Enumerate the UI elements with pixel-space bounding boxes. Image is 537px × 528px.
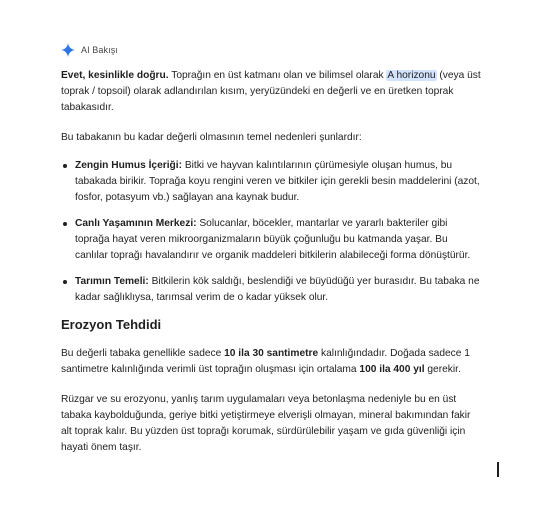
intro-bold: Evet, kesinlikle doğru. — [61, 70, 169, 81]
thickness-paragraph — [61, 346, 481, 378]
ai-overview-title: AI Bakışı — [81, 45, 118, 55]
highlighted-term[interactable]: A horizonu — [387, 70, 436, 81]
list-item-title: Tarımın Temeli: — [75, 276, 149, 287]
thickness-range: 10 ila 30 santimetre — [224, 348, 319, 359]
formation-years: 100 ila 400 yıl — [359, 364, 425, 375]
sparkle-icon — [61, 43, 75, 57]
lead-paragraph: Bu tabakanın bu kadar değerli olmasının temel nedenleri şunlardır: — [61, 132, 362, 143]
section-heading: Erozyon Tehdidi — [61, 317, 162, 332]
bullet-dot — [63, 222, 67, 226]
bullet-dot — [63, 164, 67, 168]
list-item-text: Solucanlar, böcekler, mantarlar ve yararlı bakteriler gibi toprağa hayat veren mikroorganizmaların büyük çoğunluğu bu katmanda yaşar. Bu canlılar toprağı havalandırır ve organik maddeleri bitkilerin alabileceği forma dönüştürür. — [75, 218, 471, 261]
intro-text-2: (veya üst toprak / topsoil) olarak adlandırılan kısım, yeryüzündeki en değerli ve en üretken toprak tabakasıdır. — [61, 70, 481, 113]
list-item-title: Canlı Yaşamının Merkezi: — [75, 218, 197, 229]
list-item — [61, 158, 481, 206]
intro-text-1: Toprağın en üst katmanı olan ve bilimsel olarak — [168, 70, 387, 81]
list-item — [61, 274, 481, 306]
list-item-text: Bitki ve hayvan kalıntılarının çürümesiyle oluşan humus, bu tabakada birikir. Toprağa koyu rengini veren ve bitkiler için gerekli besin maddelerini (azot, fosfor, potasyum vb.) sağlayan ana kaynak budur. — [75, 160, 480, 203]
thickness-text-e: gerekir. — [424, 364, 461, 375]
ai-overview-header — [61, 43, 118, 57]
reasons-list — [61, 158, 481, 306]
intro-paragraph — [61, 68, 481, 116]
list-item-title: Zengin Humus İçeriği: — [75, 160, 182, 171]
thickness-text-c: kalınlığındadır. Doğada sadece 1 santimetre kalınlığında verimli üst toprağın oluşması için ortalama — [61, 348, 470, 375]
thickness-text-a: Bu değerli tabaka genellikle sadece — [61, 348, 225, 359]
bullet-dot — [63, 280, 67, 284]
list-item-text: Bitkilerin kök saldığı, beslendiği ve büyüdüğü yer burasıdır. Bu tabaka ne kadar sağlıklıysa, tarımsal verim de o kadar yüksek olur. — [75, 276, 480, 303]
list-item — [61, 216, 481, 264]
erosion-paragraph: Rüzgar ve su erozyonu, yanlış tarım uygulamaları veya betonlaşma nedeniyle bu en üst tabaka kaybolduğunda, geriye bitki yetiştirmeye elverişli olmayan, mineral bakımından fakir alt toprak kalır. Bu yüzden üst toprağı korumak, sürdürülebilir yaşam ve gıda güvenliği için hayati önem taşır. — [61, 394, 471, 453]
text-cursor — [497, 462, 499, 477]
ai-overview-content — [61, 68, 481, 456]
